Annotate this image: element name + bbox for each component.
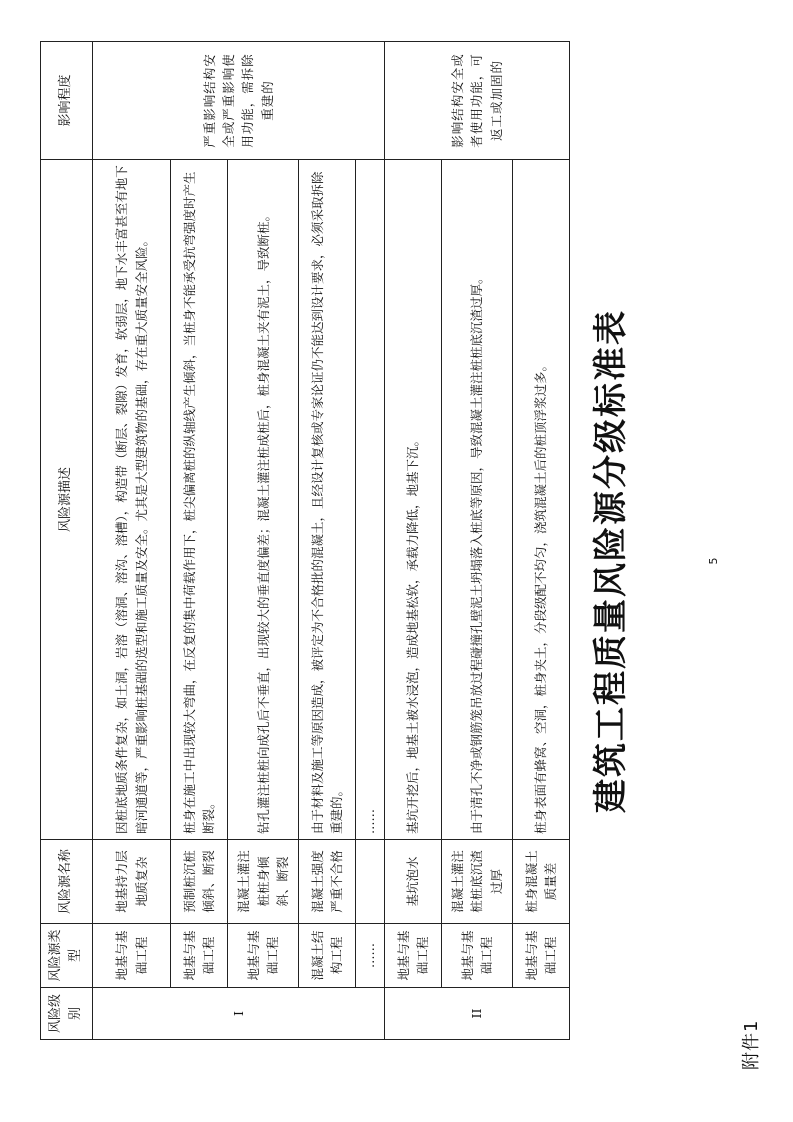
name-cell: 混凝土强度严重不合格 [299, 840, 356, 924]
type-cell: 地基与基础工程 [513, 924, 570, 988]
name-cell: 预制桩沉桩倾斜、断裂 [171, 840, 228, 924]
level-cell-2: II [385, 988, 570, 1040]
header-type: 风险源类型 [41, 924, 93, 988]
desc-cell: 由于清孔不净或钢筋笼吊放过程碰撞孔壁泥土坍塌落入桩底等原因，导致混凝土灌注桩桩底沉渣过厚。 [441, 160, 512, 840]
table-row [385, 42, 442, 1040]
level-cell-1: I [92, 988, 384, 1040]
name-cell: 地基持力层地质复杂 [92, 840, 171, 924]
table-row [299, 42, 356, 1040]
table-row [92, 42, 171, 1040]
header-name: 风险源名称 [41, 840, 93, 924]
header-row [41, 42, 93, 1040]
name-cell [356, 840, 385, 924]
desc-cell: …… [356, 160, 385, 840]
type-cell: 地基与基础工程 [228, 924, 299, 988]
name-cell: 桩身混凝土质量差 [513, 840, 570, 924]
header-impact: 影响程度 [41, 42, 93, 160]
table-row [171, 42, 228, 1040]
type-cell: 地基与基础工程 [92, 924, 171, 988]
desc-cell: 桩身在施工中出现较大弯曲，在反复的集中荷载作用下，桩尖偏离桩的纵轴线产生倾斜，当桩身不能承受抗弯强度时产生断裂。 [171, 160, 228, 840]
risk-grading-table [40, 41, 570, 1040]
desc-cell: 由于材料及施工等原因造成，被评定为不合格批的混凝土，且经设计复核或专家论证仍不能达到设计要求，必须采取拆除重建的。 [299, 160, 356, 840]
desc-cell: 桩身表面有蜂窝、空洞，桩身夹土，分段级配不均匀，浇筑混凝土后的桩顶浮浆过多。 [513, 160, 570, 840]
type-cell: 混凝土结构工程 [299, 924, 356, 988]
name-cell: 基坑泡水 [385, 840, 442, 924]
type-cell: 地基与基础工程 [171, 924, 228, 988]
page-number: 5 [707, 557, 720, 565]
table-row [228, 42, 299, 1040]
type-cell: 地基与基础工程 [385, 924, 442, 988]
impact-cell-2: 影响结构安全或者使用功能，可返工或加固的 [385, 42, 570, 160]
header-desc: 风险源描述 [41, 160, 93, 840]
impact-cell-1: 严重影响结构安全或严重影响使用功能，需拆除重建的 [92, 42, 384, 160]
name-cell: 混凝土灌注桩桩身倾斜、断裂 [228, 840, 299, 924]
table-row [356, 42, 385, 1040]
table-row [513, 42, 570, 1040]
document-title: 建筑工程质量风险源分级标准表 [591, 309, 631, 813]
table-row [441, 42, 512, 1040]
desc-cell: 基坑开挖后，地基土被水浸泡，造成地基松软，承载力降低，地基下沉。 [385, 160, 442, 840]
header-level: 风险级别 [41, 988, 93, 1040]
name-cell: 混凝土灌注桩桩底沉渣过厚 [441, 840, 512, 924]
desc-cell: 钻孔灌注桩桩向成孔后不垂直，出现较大的垂直度偏差；混凝土灌注桩成桩后，桩身混凝土夹有泥土，导致断桩。 [228, 160, 299, 840]
type-cell: 地基与基础工程 [441, 924, 512, 988]
type-cell: …… [356, 924, 385, 988]
desc-cell: 因桩底地质条件复杂，如土洞，岩溶（溶洞、溶沟、溶槽），构造带（断层、裂隙）发育，软弱层，地下水丰富甚至有地下暗河通道等，严重影响桩基础的选型和施工质量及安全。尤其是大型建筑物的基础，存在重大质量安全风险。 [92, 160, 171, 840]
annex-label: 附件1 [741, 1019, 762, 1070]
